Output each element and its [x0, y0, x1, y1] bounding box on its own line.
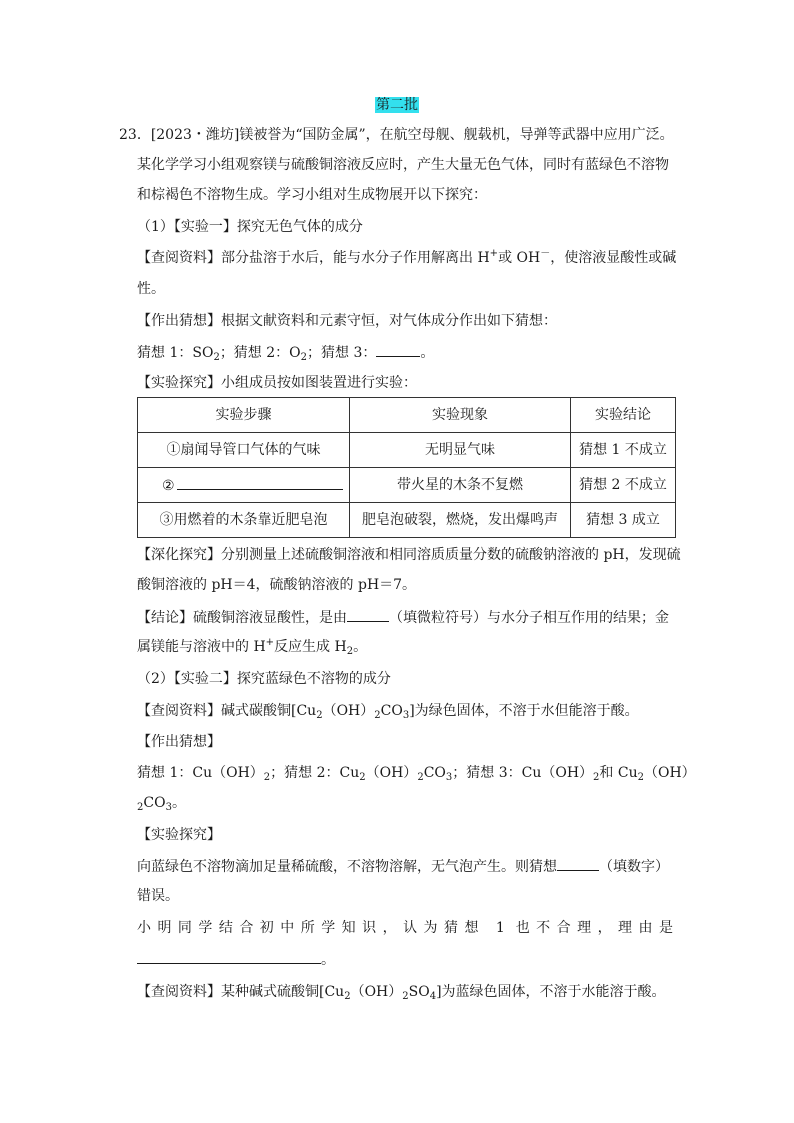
reason-line-2: 。 [137, 949, 335, 970]
hypothesis2-line-1: 猜想 1：$Cu(OH)_2$；猜想 2：$Cu_2(OH)_2CO_3$；猜想 3：$Cu(OH)_2$和 $Cu_2(OH)$ [137, 765, 696, 783]
table-cell-conclusion: 猜想 3 成立 [571, 503, 676, 538]
question-intro-line-1: 23．[2023・潍坊]镁被誉为“国防金属”，在航空母舰、舰载机，导弹等武器中应用广泛。 [119, 127, 674, 143]
deep-explore-line-1: 【深化探究】分别测量上述硫酸铜溶液和相同溶质质量分数的硫酸钠溶液的 pH，发现硫 [137, 547, 681, 563]
hypothesis2-line-2: $_2CO_3$。 [137, 795, 186, 813]
answer-blank-particle[interactable] [347, 607, 389, 622]
info2-line: 【查阅资料】碱式碳酸铜$[Cu_2(OH)_2CO_3]$为绿色固体，不溶于水但能溶于酸。 [137, 703, 639, 721]
info1-line-1: 【查阅资料】部分盐溶于水后，能与水分子作用解离出 H+或 OH－，使溶液显酸性或碱 [137, 248, 677, 266]
table-row [138, 468, 676, 503]
table-cell-step: ② [138, 468, 350, 503]
answer-blank-reason[interactable] [137, 949, 321, 964]
info1-line-2: 性。 [137, 281, 165, 297]
table-cell-phenomenon: 肥皂泡破裂，燃烧，发出爆鸣声 [350, 503, 571, 538]
hypothesis2-title: 【作出猜想】 [137, 734, 221, 750]
hypothesis-line: 猜想 1：$SO_2$；猜想 2：$O_2$；猜想 3： 。 [137, 342, 434, 363]
table-header-phenomenon: 实验现象 [350, 398, 571, 433]
hypothesis-title: 【作出猜想】根据文献资料和元素守恒，对气体成分作出如下猜想： [137, 313, 557, 329]
table-cell-phenomenon: 无明显气味 [350, 433, 571, 468]
table-row [138, 503, 676, 538]
table-cell-phenomenon: 带火星的木条不复燃 [350, 468, 571, 503]
heading-text: 第二批 [376, 97, 418, 113]
table-header-conclusion: 实验结论 [571, 398, 676, 433]
table-header-row [138, 398, 676, 433]
info3-line: 【查阅资料】某种碱式硫酸铜$[Cu_2(OH)_2SO_4]$为蓝绿色固体，不溶于水能溶于酸。 [137, 984, 666, 1002]
table-header-step: 实验步骤 [138, 398, 350, 433]
answer-blank-gas[interactable] [376, 342, 420, 357]
experiment-table [137, 397, 676, 538]
part1-title: （1）【实验一】探究无色气体的成分 [137, 219, 363, 235]
table-cell-step: ③用燃着的木条靠近肥皂泡 [138, 503, 350, 538]
question-intro-line-2: 某化学学习小组观察镁与硫酸铜溶液反应时，产生大量无色气体，同时有蓝绿色不溶物 [137, 157, 669, 173]
question-intro-line-3: 和棕褐色不溶物生成。学习小组对生成物展开以下探究： [137, 187, 487, 203]
reason-line-1: 小明同学结合初中所学知识，认为猜想 1 也不合理，理由是 [137, 920, 673, 936]
answer-blank-number[interactable] [557, 856, 599, 871]
table-row [138, 433, 676, 468]
table-cell-conclusion: 猜想 2 不成立 [571, 468, 676, 503]
conclusion-line-1: 【结论】硫酸铜溶液显酸性，是由 （填微粒符号）与水分子相互作用的结果；金 [137, 607, 669, 628]
explore-title: 【实验探究】小组成员按如图装置进行实验： [137, 375, 417, 391]
section-heading [0, 95, 794, 115]
part2-title: （2）【实验二】探究蓝绿色不溶物的成分 [137, 671, 391, 687]
explore2-title: 【实验探究】 [137, 827, 221, 843]
deep-explore-line-2: 酸铜溶液的 pH＝4，硫酸钠溶液的 pH＝7。 [137, 577, 417, 593]
explore2-line-1: 向蓝绿色不溶物滴加足量稀硫酸，不溶物溶解，无气泡产生。则猜想 （填数字） [137, 856, 669, 877]
conclusion-line-2: 属镁能与溶液中的 H+反应生成 $H_2$。 [137, 637, 368, 657]
table-cell-conclusion: 猜想 1 不成立 [571, 433, 676, 468]
explore2-line-2: 错误。 [137, 888, 179, 904]
table-cell-step: ①扇闻导管口气体的气味 [138, 433, 350, 468]
answer-blank-step[interactable] [177, 475, 343, 490]
